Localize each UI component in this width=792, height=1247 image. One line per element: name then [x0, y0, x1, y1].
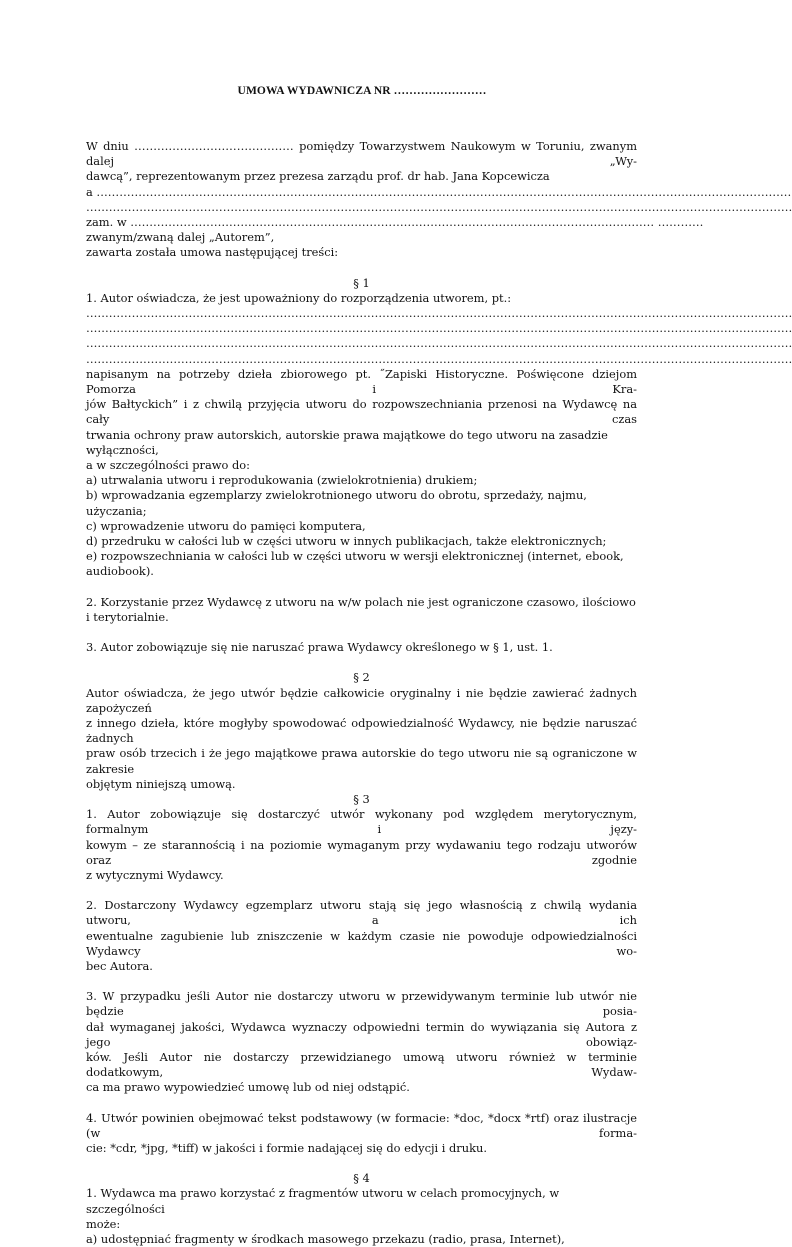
s3-para-3b: dał wymaganej jakości, Wydawca wyznaczy odpowiedni termin do wywiązania się Autora z jego obowiąz-	[86, 1019, 637, 1049]
s1-item-b: b) wprowadzania egzemplarzy zwielokrotnionego utworu do obrotu, sprzedaży, najmu, użyczania;	[86, 488, 587, 518]
section-1-heading: § 1	[353, 275, 370, 290]
author-name-blank-2: ……………………………………………………………………………………………………………………………………………………………………	[86, 199, 792, 214]
s3-para-3d: ca ma prawo wypowiedzieć umowę lub od niej odstąpić.	[86, 1080, 410, 1095]
section-4-heading: § 4	[353, 1171, 370, 1186]
s1-para-2b: i terytorialnie.	[86, 609, 169, 624]
intro-line-2: dawcą”, reprezentowanym przez prezesa zarządu prof. dr hab. Jana Kopcewicza	[86, 169, 550, 184]
s4-line-3: a) udostępniać fragmenty w środkach masowego przekazu (radio, prasa, Internet),	[86, 1232, 565, 1246]
s2-line-3: praw osób trzecich i że jego majątkowe prawa autorskie do tego utworu nie są ograniczone w zakresie	[86, 746, 637, 776]
work-title-blank-3: ……………………………………………………………………………………………………………………………………………………………………	[86, 336, 792, 351]
work-title-blank-4: ……………………………………………………………………………………………………………………………………………………………………	[86, 351, 792, 366]
s1-para-2a: 2. Korzystanie przez Wydawcę z utworu na w/w polach nie jest ograniczone czasowo, ilościowo	[86, 594, 636, 609]
s1-item-d: d) przedruku w całości lub w części utworu w innych publikacjach, także elektronicznych;	[86, 534, 607, 549]
s2-line-4: objętym niniejszą umową.	[86, 776, 236, 791]
intro-line-7: zawarta została umowa następującej treści:	[86, 245, 339, 260]
s3-para-2b: ewentualne zagubienie lub zniszczenie w każdym czasie nie powoduje odpowiedzialności Wydawcy wo-	[86, 928, 637, 958]
s1-item-e: e) rozpowszechniania w całości lub w części utworu w wersji elektronicznej (internet, ebook, audiobook).	[86, 549, 624, 579]
s4-line-1: 1. Wydawca ma prawo korzystać z fragmentów utworu w celach promocyjnych, w szczególności	[86, 1186, 560, 1216]
contract-title: UMOWA WYDAWNICZA NR ……………………	[237, 85, 487, 97]
s1-line-n3: trwania ochrony praw autorskich, autorskie prawa majątkowe do tego utworu na zasadzie wyłączności,	[86, 427, 608, 457]
work-title-blank-1: ……………………………………………………………………………………………………………………………………………………………………	[86, 306, 792, 321]
section-2-heading: § 2	[353, 670, 370, 685]
section-3-heading: § 3	[353, 791, 370, 806]
intro-line-6: zwanym/zwaną dalej „Autorem”,	[86, 230, 275, 245]
s3-para-1a: 1. Autor zobowiązuje się dostarczyć utwór wykonany pod względem merytorycznym, formalnym i języ-	[86, 807, 637, 837]
s3-para-1c: z wytycznymi Wydawcy.	[86, 867, 224, 882]
s1-para-1: 1. Autor oświadcza, że jest upoważniony do rozporządzenia utworem, pt.:	[86, 290, 512, 305]
intro-line-1: W dniu …………………………………… pomiędzy Towarzystwem Naukowym w Toruniu, zwanym dalej „Wy-	[86, 139, 637, 169]
s1-line-n1: napisanym na potrzeby dzieła zbiorowego pt. ˝Zapiski Historyczne. Poświęcone dziejom Pomorza i Kra-	[86, 366, 637, 397]
s3-para-3c: ków. Jeśli Autor nie dostarczy przewidzianego umową utworu również w terminie dodatkowym, Wydaw-	[86, 1049, 637, 1080]
s1-para-3: 3. Autor zobowiązuje się nie naruszać prawa Wydawcy określonego w § 1, ust. 1.	[86, 640, 553, 655]
s3-para-4a: 4. Utwór powinien obejmować tekst podstawowy (w formacie: *doc, *docx *rtf) oraz ilustracje (w forma-	[86, 1110, 637, 1140]
s2-line-2: z innego dzieła, które mogłyby spowodować odpowiedzialność Wydawcy, nie będzie naruszać żadnych	[86, 715, 637, 746]
document-body	[86, 139, 792, 1247]
s1-line-n2: jów Bałtyckich” i z chwilą przyjęcia utworu do rozpowszechniania przenosi na Wydawcę na cały czas	[86, 397, 637, 427]
s1-item-a: a) utrwalania utworu i reprodukowania (zwielokrotnienia) drukiem;	[86, 473, 478, 488]
s3-para-2a: 2. Dostarczony Wydawcy egzemplarz utworu stają się jego własnością z chwilą wydania utworu, a ich	[86, 898, 637, 928]
s2-line-1: Autor oświadcza, że jego utwór będzie całkowicie oryginalny i nie będzie zawierać żadnych zapożyczeń	[86, 685, 637, 715]
s3-para-1b: kowym – ze starannością i na poziomie wymaganym przy wydawaniu tego rodzaju utworów oraz zgodnie	[86, 837, 637, 867]
s3-para-2c: bec Autora.	[86, 958, 153, 973]
work-title-blank-2: ……………………………………………………………………………………………………………………………………………………………………	[86, 321, 792, 336]
s4-line-2: może:	[86, 1216, 121, 1231]
s3-para-3a: 3. W przypadku jeśli Autor nie dostarczy utworu w przewidywanym terminie lub utwór nie będzie posia-	[86, 989, 637, 1019]
author-address-blank: zam. w ………………………………………………………………………………………………………………………… …………	[86, 215, 704, 230]
s1-line-n4: a w szczególności prawo do:	[86, 458, 250, 473]
s1-item-c: c) wprowadzenie utworu do pamięci komputera,	[86, 518, 366, 533]
s3-para-4b: cie: *cdr, *jpg, *tiff) w jakości i formie nadającej się do edycji i druku.	[86, 1140, 487, 1155]
author-name-blank: a …………………………………………………………………………………………………………………………………………………………………	[86, 184, 792, 199]
